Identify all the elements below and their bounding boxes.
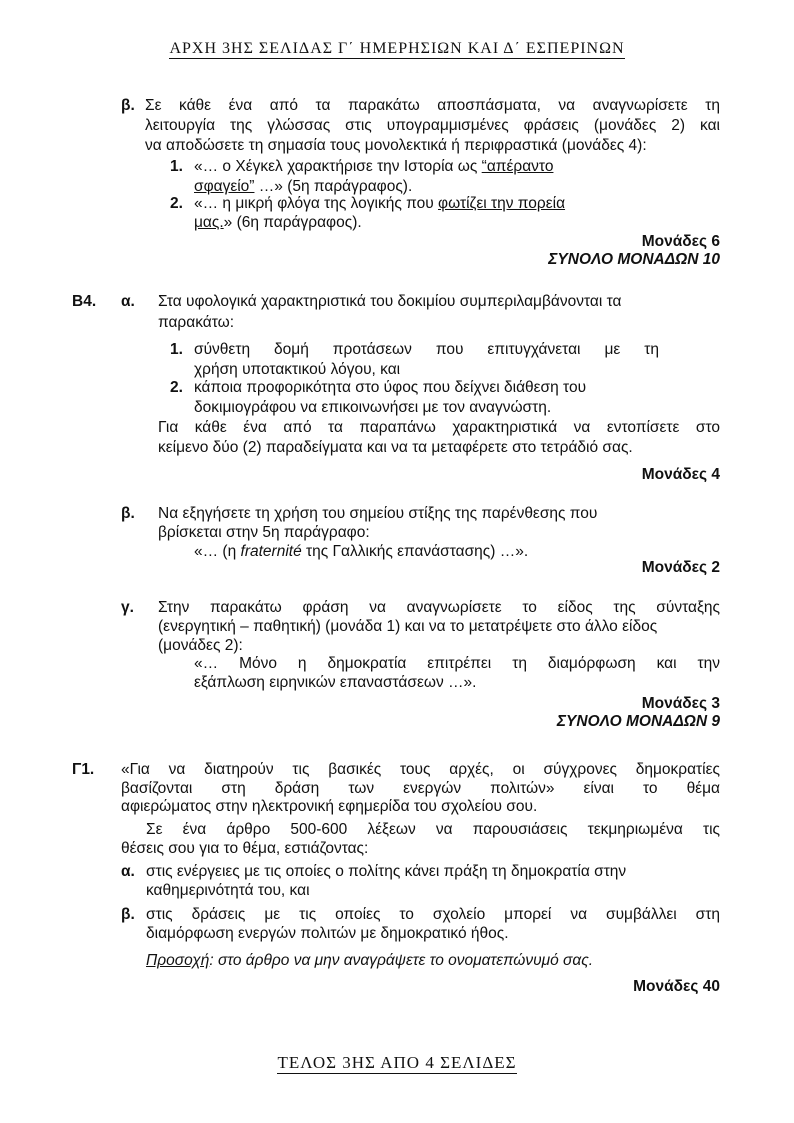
- b4-total: ΣΥΝΟΛΟ ΜΟΝΑΔΩΝ 9: [556, 713, 720, 730]
- b4b-label: β.: [121, 505, 135, 522]
- b3b-item1-line2: σφαγείο” …» (5η παράγραφος).: [194, 178, 413, 195]
- g1a-label: α.: [121, 863, 135, 880]
- b4-label: Β4.: [72, 293, 97, 310]
- b3b-item1-line1: «… ο Χέγκελ χαρακτήρισε την Ιστορία ως “απέραντο: [194, 158, 554, 175]
- b4a-label: α.: [121, 293, 135, 310]
- g1-p1-line1: «Για να διατηρούν τις βασικές τους αρχές, οι σύγχρονες δημοκρατίες: [121, 761, 720, 778]
- b4a-para-line2: κείμενο δύο (2) παραδείγματα και να τα μεταφέρετε στο τετράδιό σας.: [158, 439, 633, 456]
- g1a-line1: στις ενέργειες με τις οποίες ο πολίτης κάνει πράξη τη δημοκρατία στην: [146, 863, 627, 880]
- b3b-line1: Σε κάθε ένα από τα παρακάτω αποσπάσματα, να αναγνωρίσετε τη: [145, 97, 720, 114]
- b4g-points: Μονάδες 3: [641, 695, 720, 712]
- page-header: ΑΡΧΗ 3ΗΣ ΣΕΛΙΔΑΣ Γ΄ ΗΜΕΡΗΣΙΩΝ ΚΑΙ Δ΄ ΕΣΠΕΡΙΝΩΝ: [169, 40, 625, 57]
- b3b-line3: να αποδώσετε τη σημασία τους μονολεκτικά ή περιφραστικά (μονάδες 4):: [145, 137, 647, 154]
- g1-p1-line3: αφιερώματος στην ηλεκτρονική εφημερίδα του σχολείου σου.: [121, 798, 538, 815]
- b4b-quote: «… (η fraternité της Γαλλικής επανάστασης) …».: [194, 543, 529, 560]
- b3b-line2: λειτουργία της γλώσσας στις υπογραμμισμένες φράσεις (μονάδες 2) και: [145, 117, 720, 134]
- g1-p2-line2: θέσεις σου για το θέμα, εστιάζοντας:: [121, 840, 369, 857]
- page-footer: ΤΕΛΟΣ 3ΗΣ ΑΠΟ 4 ΣΕΛΙΔΕΣ: [277, 1053, 517, 1072]
- g1-p1-line2: βασίζονται στη δράση των ενεργών πολιτών» είναι το θέμα: [121, 780, 720, 797]
- b4a-item1-line2: χρήση υποτακτικού λόγου, και: [194, 361, 401, 378]
- b4a-item1-line1: σύνθετη δομή προτάσεων που επιτυγχάνεται με τη: [194, 341, 659, 358]
- b3b-item2-num: 2.: [170, 195, 183, 212]
- b4a-item2-line1: κάποια προφορικότητα στο ύφος που δείχνει διάθεση του: [194, 379, 587, 396]
- b4a-para-line1: Για κάθε ένα από τα παραπάνω χαρακτηριστικά να εντοπίσετε στο: [158, 419, 720, 436]
- g1-p2-line1: Σε ένα άρθρο 500-600 λέξεων να παρουσιάσεις τεκμηριωμένα τις: [146, 821, 720, 838]
- b4b-line1: Να εξηγήσετε τη χρήση του σημείου στίξης της παρένθεσης που: [158, 505, 598, 522]
- b3b-points: Μονάδες 6: [641, 233, 720, 250]
- b4a-line1: Στα υφολογικά χαρακτηριστικά του δοκιμίου συμπεριλαμβάνονται τα: [158, 293, 622, 310]
- b4g-label: γ.: [121, 599, 134, 616]
- b4a-item2-num: 2.: [170, 379, 183, 396]
- g1-points: Μονάδες 40: [633, 978, 720, 995]
- b4b-points: Μονάδες 2: [641, 559, 720, 576]
- g1-label: Γ1.: [72, 761, 95, 778]
- b3b-item2-line1: «… η μικρή φλόγα της λογικής που φωτίζει την πορεία: [194, 195, 566, 212]
- b4g-line1: Στην παρακάτω φράση να αναγνωρίσετε το είδος της σύνταξης: [158, 599, 720, 616]
- b4g-quote-line2: εξάπλωση ειρηνικών επαναστάσεων …».: [194, 674, 477, 691]
- g1b-label: β.: [121, 906, 135, 923]
- b3b-total: ΣΥΝΟΛΟ ΜΟΝΑΔΩΝ 10: [548, 251, 720, 268]
- g1a-line2: καθημερινότητά του, και: [146, 882, 310, 899]
- b4g-line3: (μονάδες 2):: [158, 637, 243, 654]
- b4a-item1-num: 1.: [170, 341, 183, 358]
- b3b-item1-num: 1.: [170, 158, 183, 175]
- b4a-item2-line2: δοκιμιογράφου να επικοινωνήσει με τον αναγνώστη.: [194, 399, 552, 416]
- b3b-item2-line2: μας.» (6η παράγραφος).: [194, 214, 362, 231]
- b4b-line2: βρίσκεται στην 5η παράγραφο:: [158, 524, 370, 541]
- g1b-line1: στις δράσεις με τις οποίες το σχολείο μπορεί να συμβάλλει στη: [146, 906, 720, 923]
- g1b-line2: διαμόρφωση ενεργών πολιτών με δημοκρατικό ήθος.: [146, 925, 509, 942]
- b4a-line2: παρακάτω:: [158, 314, 235, 331]
- b4g-line2: (ενεργητική – παθητική) (μονάδα 1) και να το μετατρέψετε στο άλλο είδος: [158, 618, 658, 635]
- g1-note: Προσοχή: στο άρθρο να μην αναγράψετε το ονοματεπώνυμό σας.: [146, 952, 594, 969]
- b4g-quote-line1: «… Μόνο η δημοκρατία επιτρέπει τη διαμόρφωση και την: [194, 655, 720, 672]
- b4a-points: Μονάδες 4: [641, 466, 720, 483]
- b3b-label: β.: [121, 97, 135, 114]
